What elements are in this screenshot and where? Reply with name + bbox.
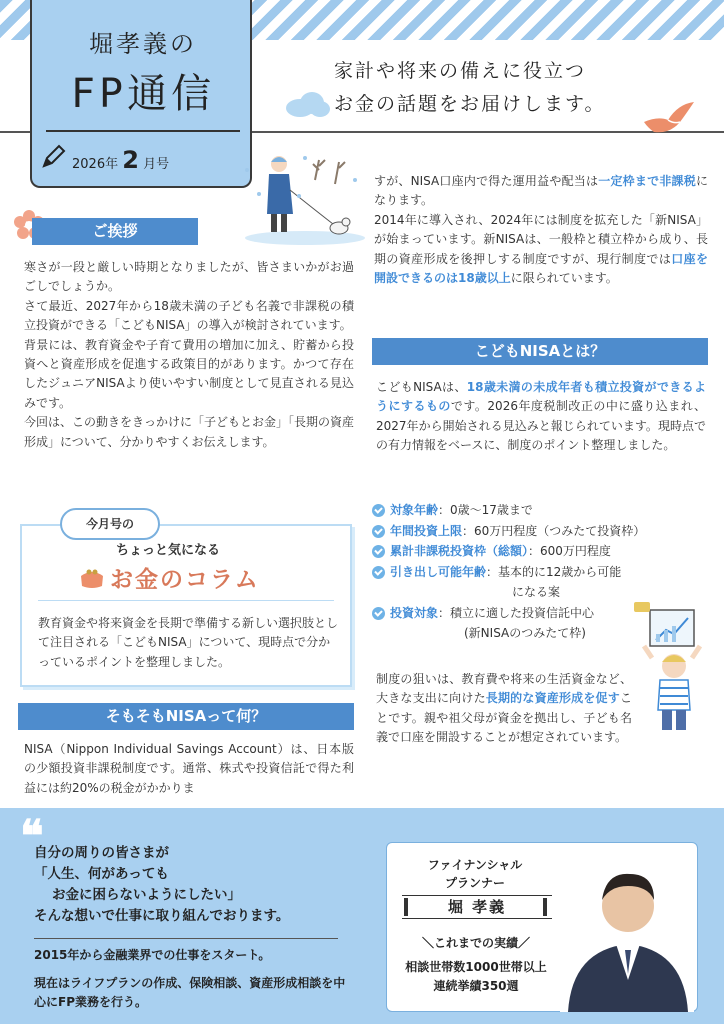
greeting-heading: ご挨拶	[32, 218, 198, 245]
greeting-paragraph: 今回は、この動きをきっかけに「子どもとお金」「長期の資産形成」について、分かりやすくお伝えします。	[24, 415, 355, 449]
text-span: 2014年に導入され、2024年には制度を拡充した「新NISA」が始まっています。新NISAは、一般枠と積立枠から成り、長期の資産形成を後押しする制度ですが、現行制度では	[374, 212, 708, 266]
point-item	[372, 562, 704, 583]
text-span: になります。	[374, 174, 708, 208]
nisa-paragraph	[374, 211, 708, 289]
highlight-text: 長期的な資産形成を促す	[485, 691, 620, 706]
achievement-weeks: 連続挙績350週	[433, 979, 519, 993]
tagline-line2: お金の話題をお届けします。	[334, 93, 606, 115]
message-divider	[34, 938, 338, 939]
point-label: 年間投資上限	[390, 523, 463, 538]
highlight-text: 一定枠まで非課税	[598, 174, 696, 188]
greeting-paragraph: さて最近、2027年から18歳未満の子ども名義で非課税の積立投資ができる「こどもNISA」の導入が検討されています。	[24, 298, 354, 333]
nisa-text-right	[374, 172, 708, 288]
career-current: 現在はライフプランの作成、保険相談、資産形成相談を中心にFP業務を行う。	[34, 976, 346, 1009]
cloud-icon	[282, 90, 332, 118]
column-subtitle: ちょっと気になる	[116, 543, 221, 558]
greeting-paragraph: 寒さが一段と厳しい時期となりましたが、皆さまいかがお過ごしでしょうか。	[24, 260, 354, 294]
text-span: です。2026年度税制改正の中に盛り込まれ、2027年から開始される見込みと報じられています。現時点での有力情報をベースに、制度のポイント整理しました。	[376, 399, 706, 453]
greeting-paragraph: 背景には、教育資金や子育て費用の増加に加え、貯蓄から投資へと資産形成を促進する政策目的があります。かつて存在したジュニアNISAより使いやすい制度として見直される見込みです。	[24, 337, 354, 410]
point-item	[372, 500, 704, 521]
title-line1: 堀孝義の	[89, 30, 197, 58]
text-span: こどもNISAは、	[376, 380, 467, 394]
name-bracket-left	[404, 898, 408, 916]
nisa-heading: そもそもNISAって何？	[18, 703, 354, 730]
nisa-paragraph	[374, 172, 708, 211]
achievements-label: ＼これまでの実績／	[421, 936, 530, 950]
point-label: 対象年齢	[390, 503, 439, 517]
text-span: 制度の狙いは、教育費や将来の生活資金など、大きな支出に向けた	[376, 672, 632, 706]
tagline-line1: 家計や将来の備えに役立つ	[334, 60, 587, 82]
point-label: 投資対象	[390, 605, 439, 620]
point-continuation: になる案	[512, 585, 561, 599]
message-line: そんな想いで仕事に取り組んでおります。	[34, 908, 290, 924]
pencil-icon	[40, 144, 66, 170]
name-bracket-right	[543, 898, 547, 916]
title-divider	[46, 130, 240, 132]
point-continuation: (新NISAのつみたて枠)	[464, 626, 586, 640]
growth-chart-illustration	[630, 600, 720, 740]
bird-icon	[640, 100, 698, 140]
profile-title-line2: プランナー	[444, 876, 505, 890]
point-value: ：積立に適した投資信託中心	[438, 605, 595, 620]
check-icon	[372, 545, 385, 558]
point-value: ：0歳〜17歳まで	[438, 503, 533, 517]
issue-year: 2026年	[72, 157, 119, 172]
quote-icon: ❝	[20, 811, 44, 862]
winter-walk-illustration	[235, 150, 365, 245]
check-icon	[372, 566, 385, 579]
point-label: 累計非課税投資枠（総額）	[390, 544, 529, 558]
kodomo-heading: こどもNISAとは？	[372, 338, 708, 365]
greeting-body	[24, 258, 354, 452]
nisa-text-left: NISA（Nippon Individual Savings Account）は、日本版の少額投資非課税制度です。通常、株式や投資信託で得た利益には約20%の税金がかかりま	[24, 742, 354, 795]
purse-icon	[78, 566, 106, 590]
title-line2: FP通信	[70, 71, 216, 117]
column-divider	[38, 600, 334, 601]
issue-month: 2	[122, 146, 139, 174]
message-line: 自分の周りの皆さまが	[34, 845, 169, 861]
message-line: 「人生、何があっても	[34, 866, 169, 882]
column-text: 教育資金や将来資金を長期で準備する新しい選択肢として注目される「こどもNISA」について、現時点で分かっているポイントを整理しました。	[38, 616, 339, 669]
career-start: 2015年から金融業界での仕事をスタート。	[34, 948, 271, 962]
highlight-text: 口座を開設できるのは18歳以上	[374, 251, 708, 286]
point-item	[372, 541, 704, 562]
highlight-text: 18歳未満の未成年者も積立投資ができるようにするもの	[376, 380, 706, 414]
profile-photo	[560, 850, 694, 1012]
column-pill: 今月号の	[60, 508, 160, 540]
kodomo-intro	[376, 378, 706, 456]
message-line: お金に困らないようにしたい」	[52, 887, 241, 903]
point-value: ：600万円程度	[528, 544, 611, 558]
issue-suffix: 月号	[143, 157, 170, 172]
point-value: ：60万円程度（つみたて投資枠）	[462, 523, 646, 538]
column-title: お金のコラム	[110, 567, 260, 593]
text-span: ことです。親や祖父母が資金を拠出し、子ども名義で口座を開設することが想定されています。	[376, 691, 632, 745]
profile-name: 堀 孝義	[402, 895, 552, 919]
check-icon	[372, 525, 385, 538]
issue-label	[72, 146, 242, 174]
check-icon	[372, 607, 385, 620]
text-span: に限られています。	[510, 271, 618, 286]
kodomo-aim	[376, 670, 632, 748]
title-box	[30, 0, 252, 188]
text-span: すが、NISA口座内で得た運用益や配当は	[374, 174, 599, 188]
achievement-households: 相談世帯数1000世帯以上	[405, 960, 547, 974]
point-item	[372, 521, 704, 542]
profile-title-line1: ファイナンシャル	[427, 858, 523, 872]
check-icon	[372, 504, 385, 517]
point-label: 引き出し可能年齢	[390, 564, 487, 579]
message	[34, 843, 354, 927]
point-value: ：基本的に12歳から可能	[486, 564, 622, 579]
